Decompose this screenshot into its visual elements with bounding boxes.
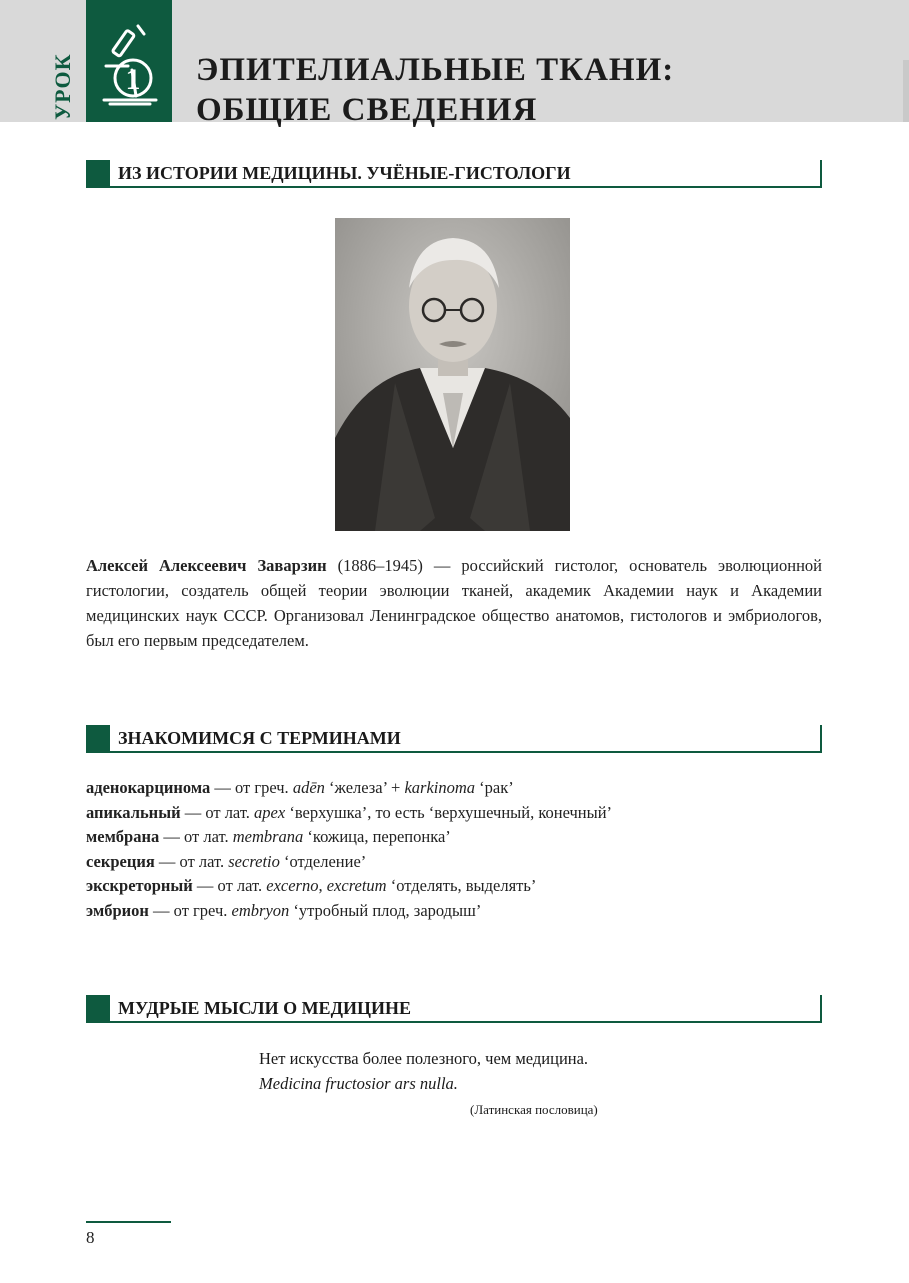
section-heading-text: ЗНАКОМИМСЯ С ТЕРМИНАМИ (118, 728, 401, 748)
term-etymon: excretum (326, 876, 387, 895)
term-text: , (318, 876, 327, 895)
quote-latin: Medicina fructosior ars nulla. (259, 1074, 458, 1093)
list-item (86, 850, 822, 875)
term-word: экскреторный (86, 876, 193, 895)
term-word: эмбрион (86, 900, 149, 920)
footer-rule (86, 1221, 171, 1223)
term-etymon: apex (254, 802, 286, 822)
lesson-label: УРОК (50, 53, 75, 120)
term-text: — от лат. (154, 851, 229, 871)
lesson-badge (86, 0, 172, 122)
page-number: 8 (86, 1228, 95, 1247)
term-etymon: adēn (292, 778, 325, 797)
term-etymon: excerno (266, 876, 319, 895)
term-etymon: membrana (232, 827, 304, 846)
quote-block (259, 1046, 598, 1117)
section-heading-wisdom (86, 995, 822, 1023)
list-item (86, 899, 822, 924)
term-text: ‘железа’ + (324, 778, 405, 797)
list-item (86, 825, 822, 850)
term-text: — от греч. (210, 778, 293, 797)
term-text: — от лат. (192, 876, 267, 895)
section-heading-history (86, 160, 822, 188)
term-etymon: secretio (228, 851, 280, 871)
term-etymon: embryon (231, 900, 290, 920)
page-title-line1: ЭПИТЕЛИАЛЬНЫЕ ТКАНИ: (196, 52, 675, 88)
term-word: аденокарцинома (86, 778, 211, 797)
list-item (86, 776, 822, 801)
term-text: ‘кожица, перепонка’ (303, 827, 451, 846)
term-text: — от лат. (159, 827, 233, 846)
heading-marker (86, 160, 110, 186)
term-word: мембрана (86, 827, 160, 846)
page-title (196, 50, 674, 130)
microscope-icon (86, 0, 172, 122)
heading-marker (86, 725, 110, 751)
scientist-name: Алексей Алексеевич Заварзин (86, 556, 327, 575)
terms-list (86, 776, 822, 923)
portrait-photo (335, 218, 570, 531)
biography-text (86, 553, 822, 653)
list-item (86, 801, 822, 826)
page-title-line2: ОБЩИЕ СВЕДЕНИЯ (196, 92, 538, 128)
term-etymon: karkinoma (404, 778, 476, 797)
term-text: ‘верхушка’, то есть ‘верхушечный, конечный’ (285, 802, 613, 822)
biography-rest: (1886–1945) — российский гистолог, основатель эволюционной гистологии, создатель общей теории эволюции тканей, академик Академии наук и Академии медицинских наук СССР. Организовал Ленинградское общество анатомов, гистологов и эмбриологов, был его первым председателем. (86, 556, 823, 650)
term-text: ‘отделение’ (279, 851, 367, 871)
term-text: — от греч. (148, 900, 232, 920)
lesson-number: 1 (125, 63, 141, 96)
term-text: ‘рак’ (475, 778, 514, 797)
section-heading-text: ИЗ ИСТОРИИ МЕДИЦИНЫ. УЧЁНЫЕ-ГИСТОЛОГИ (118, 163, 571, 183)
section-heading-text: МУДРЫЕ МЫСЛИ О МЕДИЦИНЕ (118, 998, 411, 1018)
term-text: — от лат. (180, 802, 255, 822)
list-item (86, 874, 822, 899)
term-text: ‘отделять, выделять’ (386, 876, 537, 895)
heading-marker (86, 995, 110, 1021)
term-word: секреция (86, 851, 155, 871)
quote-russian: Нет искусства более полезного, чем медицина. (259, 1049, 589, 1068)
term-word: апикальный (86, 802, 181, 822)
term-text: ‘утробный плод, зародыш’ (289, 900, 482, 920)
section-heading-terms (86, 725, 822, 753)
quote-attribution: (Латинская пословица) (470, 1102, 598, 1117)
